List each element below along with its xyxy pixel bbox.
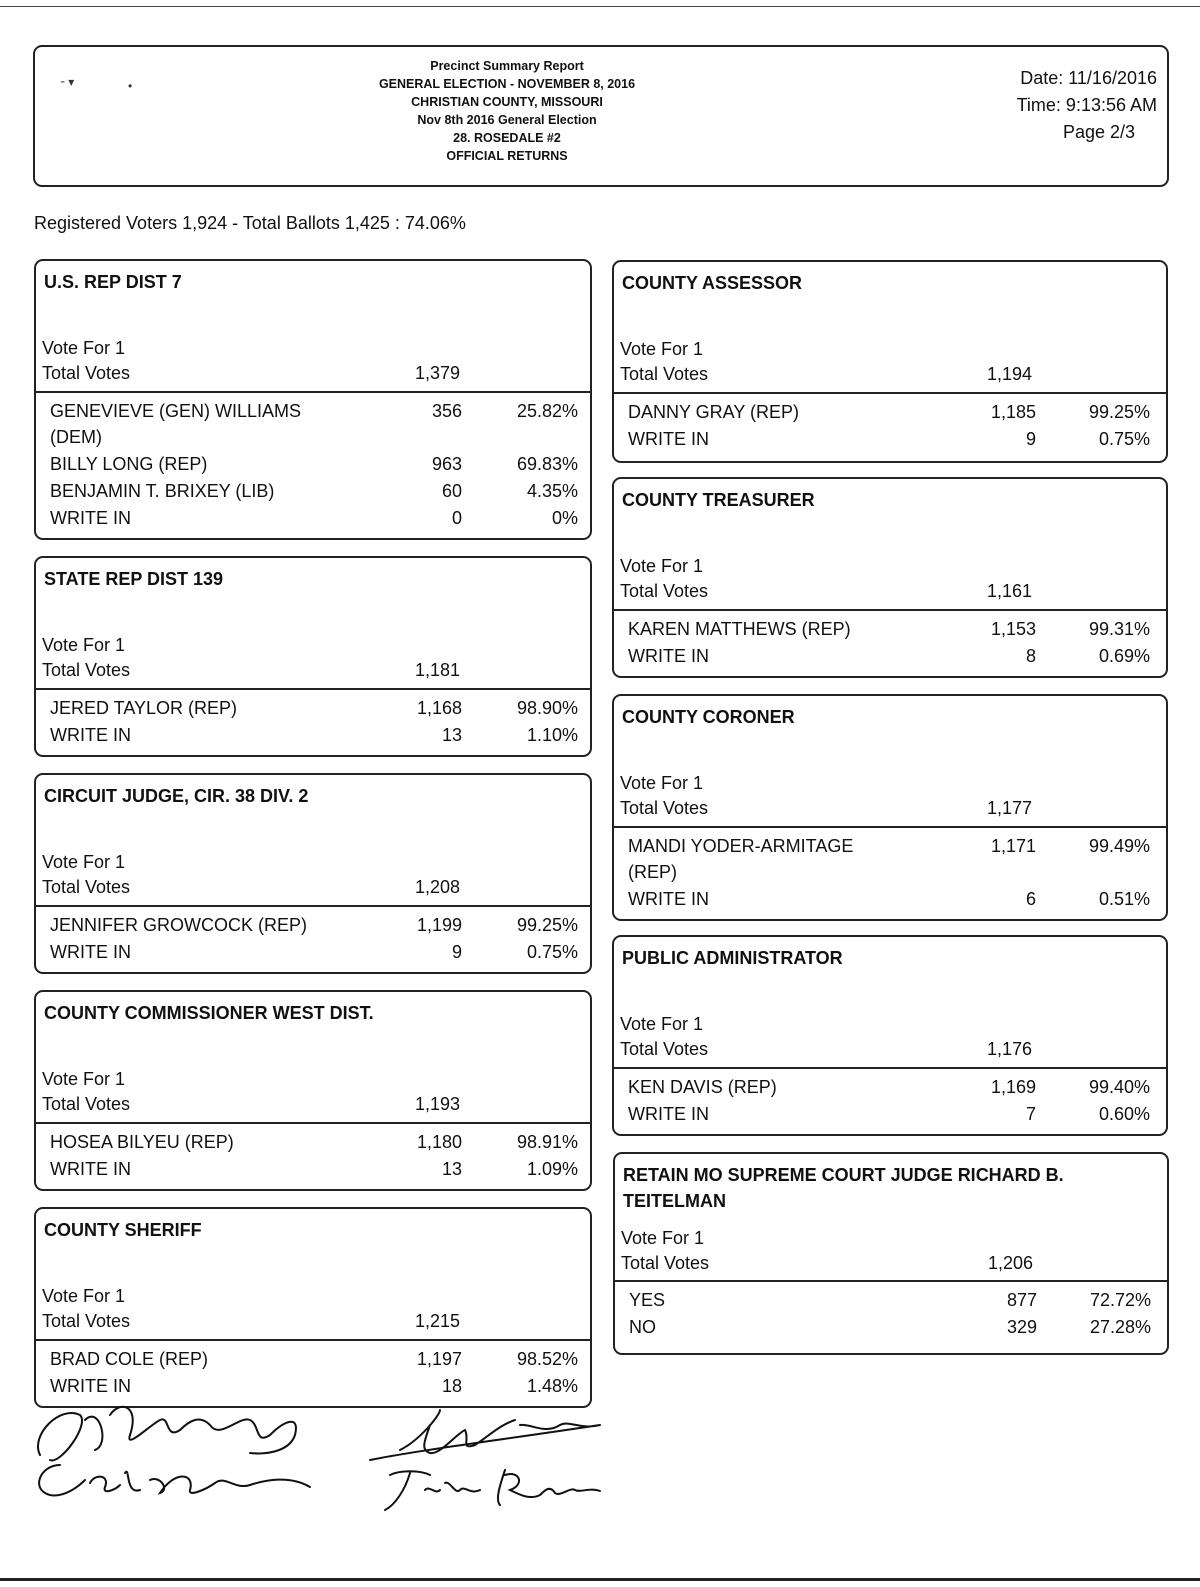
total-votes-label: Total Votes	[620, 1039, 709, 1059]
candidate-name: JENNIFER GROWCOCK (REP)	[50, 915, 308, 935]
race-divider	[36, 688, 590, 690]
candidate-name: GENEVIEVE (GEN) WILLIAMS	[50, 401, 302, 421]
choice-row	[36, 939, 590, 966]
candidate-percent: 0.69%	[1098, 646, 1150, 666]
candidate-percent: 27.28%	[1089, 1317, 1151, 1337]
candidate-percent: 72.72%	[1089, 1290, 1151, 1310]
returns-type: OFFICIAL RETURNS	[446, 149, 568, 163]
election-subtitle: Nov 8th 2016 General Election	[417, 113, 597, 127]
candidate-votes: 0	[451, 508, 462, 528]
total-votes-value: 1,177	[986, 798, 1032, 818]
choice-row	[615, 1287, 1167, 1314]
candidate-name: WRITE IN	[628, 889, 709, 909]
candidate-percent: 69.83%	[516, 454, 578, 474]
choice-row	[36, 912, 590, 939]
candidate-name: WRITE IN	[50, 1376, 131, 1396]
choice-row	[615, 1314, 1167, 1341]
candidate-name: WRITE IN	[50, 725, 131, 745]
race-title: COUNTY TREASURER	[622, 490, 815, 510]
race-box	[34, 556, 592, 757]
candidate-percent: 99.31%	[1088, 619, 1150, 639]
candidate-percent: 1.48%	[526, 1376, 578, 1396]
total-votes-label: Total Votes	[42, 1311, 131, 1331]
candidate-percent: 0%	[551, 508, 578, 528]
candidate-name: BENJAMIN T. BRIXEY (LIB)	[50, 481, 275, 501]
candidate-name: BILLY LONG (REP)	[50, 454, 208, 474]
candidate-name: BRAD COLE (REP)	[50, 1349, 209, 1369]
choice-list	[36, 1346, 590, 1400]
choice-row	[36, 398, 590, 451]
total-votes-value: 1,194	[986, 364, 1032, 384]
choice-row	[36, 1156, 590, 1183]
race-title: COUNTY COMMISSIONER WEST DIST.	[44, 1003, 374, 1023]
signatures	[0, 1395, 700, 1525]
scan-dot-icon: •	[128, 79, 133, 93]
candidate-name: WRITE IN	[50, 508, 131, 528]
race-title: COUNTY SHERIFF	[44, 1220, 202, 1240]
total-votes-value: 1,208	[414, 877, 460, 897]
total-votes-label: Total Votes	[620, 364, 709, 384]
candidate-name: YES	[629, 1290, 666, 1310]
vote-for-label: Vote For 1	[620, 339, 704, 359]
choice-list	[615, 1287, 1167, 1341]
top-rule	[0, 6, 1200, 7]
candidate-percent: 99.25%	[1088, 402, 1150, 422]
choice-row	[36, 1346, 590, 1373]
total-votes-value: 1,206	[987, 1253, 1033, 1273]
candidate-votes: 1,169	[990, 1077, 1036, 1097]
total-votes-value: 1,161	[986, 581, 1032, 601]
race-box	[34, 773, 592, 974]
race-box	[34, 1207, 592, 1408]
total-votes-value: 1,176	[986, 1039, 1032, 1059]
candidate-name: WRITE IN	[50, 942, 131, 962]
candidate-percent: 99.25%	[516, 915, 578, 935]
choice-row	[36, 451, 590, 478]
candidate-percent: 1.09%	[526, 1159, 578, 1179]
vote-for-label: Vote For 1	[621, 1228, 705, 1248]
candidate-name: WRITE IN	[628, 1104, 709, 1124]
race-box	[34, 990, 592, 1191]
choice-list	[36, 398, 590, 532]
candidate-votes: 13	[441, 725, 462, 745]
race-divider	[36, 391, 590, 393]
election-name: GENERAL ELECTION - NOVEMBER 8, 2016	[378, 77, 636, 91]
candidate-votes: 1,153	[990, 619, 1036, 639]
choice-row	[614, 426, 1166, 453]
race-divider	[614, 1067, 1166, 1069]
race-box	[612, 260, 1168, 463]
choice-list	[614, 1074, 1166, 1128]
candidate-votes: 60	[441, 481, 462, 501]
vote-for-label: Vote For 1	[42, 635, 126, 655]
total-votes-label: Total Votes	[620, 798, 709, 818]
candidate-name-continued: (REP)	[628, 862, 677, 882]
candidate-percent: 0.51%	[1098, 889, 1150, 909]
race-title: RETAIN MO SUPREME COURT JUDGE RICHARD B. TEITELMAN	[623, 1165, 1064, 1211]
race-box	[612, 477, 1168, 678]
candidate-percent: 0.75%	[1098, 429, 1150, 449]
candidate-name: WRITE IN	[628, 429, 709, 449]
choice-row	[36, 722, 590, 749]
total-votes-label: Total Votes	[621, 1253, 710, 1273]
race-divider	[614, 392, 1166, 394]
candidate-votes: 877	[1006, 1290, 1037, 1310]
bottom-rule	[0, 1578, 1200, 1581]
choice-row	[36, 505, 590, 532]
candidate-percent: 0.60%	[1098, 1104, 1150, 1124]
candidate-percent: 98.91%	[516, 1132, 578, 1152]
race-divider	[36, 905, 590, 907]
race-title: STATE REP DIST 139	[44, 569, 224, 589]
candidate-votes: 6	[1025, 889, 1036, 909]
choice-list	[614, 399, 1166, 453]
candidate-name: WRITE IN	[628, 646, 709, 666]
candidate-votes: 1,168	[416, 698, 462, 718]
vote-for-label: Vote For 1	[620, 556, 704, 576]
vote-for-label: Vote For 1	[42, 1069, 126, 1089]
choice-row	[614, 1101, 1166, 1128]
race-box	[34, 259, 592, 540]
race-title: CIRCUIT JUDGE, CIR. 38 DIV. 2	[44, 786, 309, 806]
candidate-name: WRITE IN	[50, 1159, 131, 1179]
candidate-name: NO	[629, 1317, 656, 1337]
total-votes-label: Total Votes	[42, 877, 131, 897]
choice-row	[614, 833, 1166, 886]
choice-row	[614, 616, 1166, 643]
race-divider	[615, 1280, 1167, 1282]
choice-list	[36, 1129, 590, 1183]
candidate-percent: 98.90%	[516, 698, 578, 718]
total-votes-label: Total Votes	[42, 363, 131, 383]
race-title: PUBLIC ADMINISTRATOR	[622, 948, 843, 968]
candidate-votes: 1,185	[990, 402, 1036, 422]
choice-row	[36, 695, 590, 722]
race-divider	[614, 826, 1166, 828]
precinct-name: 28. ROSEDALE #2	[453, 131, 561, 145]
report-header	[33, 45, 1169, 187]
choice-row	[36, 478, 590, 505]
choice-row	[614, 399, 1166, 426]
scan-mark-icon: ╴▾	[61, 75, 75, 89]
race-divider	[36, 1122, 590, 1124]
candidate-votes: 1,199	[416, 915, 462, 935]
candidate-votes: 9	[451, 942, 462, 962]
candidate-votes: 1,180	[416, 1132, 462, 1152]
vote-for-label: Vote For 1	[42, 1286, 126, 1306]
candidate-votes: 329	[1006, 1317, 1037, 1337]
candidate-percent: 4.35%	[526, 481, 578, 501]
candidate-name: DANNY GRAY (REP)	[628, 402, 800, 422]
choice-list	[614, 833, 1166, 913]
candidate-name: KEN DAVIS (REP)	[628, 1077, 777, 1097]
total-votes-label: Total Votes	[42, 660, 131, 680]
total-votes-value: 1,379	[414, 363, 460, 383]
candidate-percent: 99.49%	[1088, 836, 1150, 856]
vote-for-label: Vote For 1	[42, 852, 126, 872]
race-divider	[614, 609, 1166, 611]
candidate-percent: 1.10%	[526, 725, 578, 745]
choice-list	[614, 616, 1166, 670]
choice-list	[36, 912, 590, 966]
candidate-name: KAREN MATTHEWS (REP)	[628, 619, 851, 639]
candidate-votes: 8	[1025, 646, 1036, 666]
candidate-percent: 0.75%	[526, 942, 578, 962]
race-title: COUNTY CORONER	[622, 707, 795, 727]
candidate-percent: 98.52%	[516, 1349, 578, 1369]
candidate-votes: 1,197	[416, 1349, 462, 1369]
page-number: Page 2/3	[1062, 122, 1135, 142]
report-date: Date: 11/16/2016	[1020, 68, 1157, 88]
candidate-name: JERED TAYLOR (REP)	[50, 698, 238, 718]
candidate-percent: 99.40%	[1088, 1077, 1150, 1097]
choice-row	[36, 1129, 590, 1156]
choice-row	[614, 1074, 1166, 1101]
total-votes-label: Total Votes	[42, 1094, 131, 1114]
candidate-votes: 9	[1025, 429, 1036, 449]
report-title-block	[335, 57, 679, 165]
race-title: COUNTY ASSESSOR	[622, 273, 803, 293]
candidate-votes: 7	[1025, 1104, 1036, 1124]
county-name: CHRISTIAN COUNTY, MISSOURI	[411, 95, 603, 109]
candidate-percent: 25.82%	[516, 401, 578, 421]
candidate-votes: 1,171	[990, 836, 1036, 856]
vote-for-label: Vote For 1	[620, 773, 704, 793]
race-box	[612, 694, 1168, 921]
report-time: Time: 9:13:56 AM	[1016, 95, 1157, 115]
race-box	[612, 935, 1168, 1136]
candidate-votes: 356	[431, 401, 462, 421]
choice-row	[614, 886, 1166, 913]
report-title: Precinct Summary Report	[430, 59, 584, 73]
total-votes-value: 1,181	[414, 660, 460, 680]
total-votes-value: 1,215	[414, 1311, 460, 1331]
candidate-votes: 18	[441, 1376, 462, 1396]
vote-for-label: Vote For 1	[620, 1014, 704, 1034]
voter-summary: Registered Voters 1,924 - Total Ballots 1,425 : 74.06%	[34, 213, 466, 233]
candidate-votes: 13	[441, 1159, 462, 1179]
report-meta	[1017, 65, 1157, 146]
vote-for-label: Vote For 1	[42, 338, 126, 358]
race-title: U.S. REP DIST 7	[44, 272, 182, 292]
race-divider	[36, 1339, 590, 1341]
total-votes-value: 1,193	[414, 1094, 460, 1114]
total-votes-label: Total Votes	[620, 581, 709, 601]
choice-row	[614, 643, 1166, 670]
race-box	[613, 1152, 1169, 1355]
choice-list	[36, 695, 590, 749]
candidate-name: MANDI YODER-ARMITAGE	[628, 836, 854, 856]
candidate-name: HOSEA BILYEU (REP)	[50, 1132, 234, 1152]
candidate-name-continued: (DEM)	[50, 427, 102, 447]
candidate-votes: 963	[431, 454, 462, 474]
